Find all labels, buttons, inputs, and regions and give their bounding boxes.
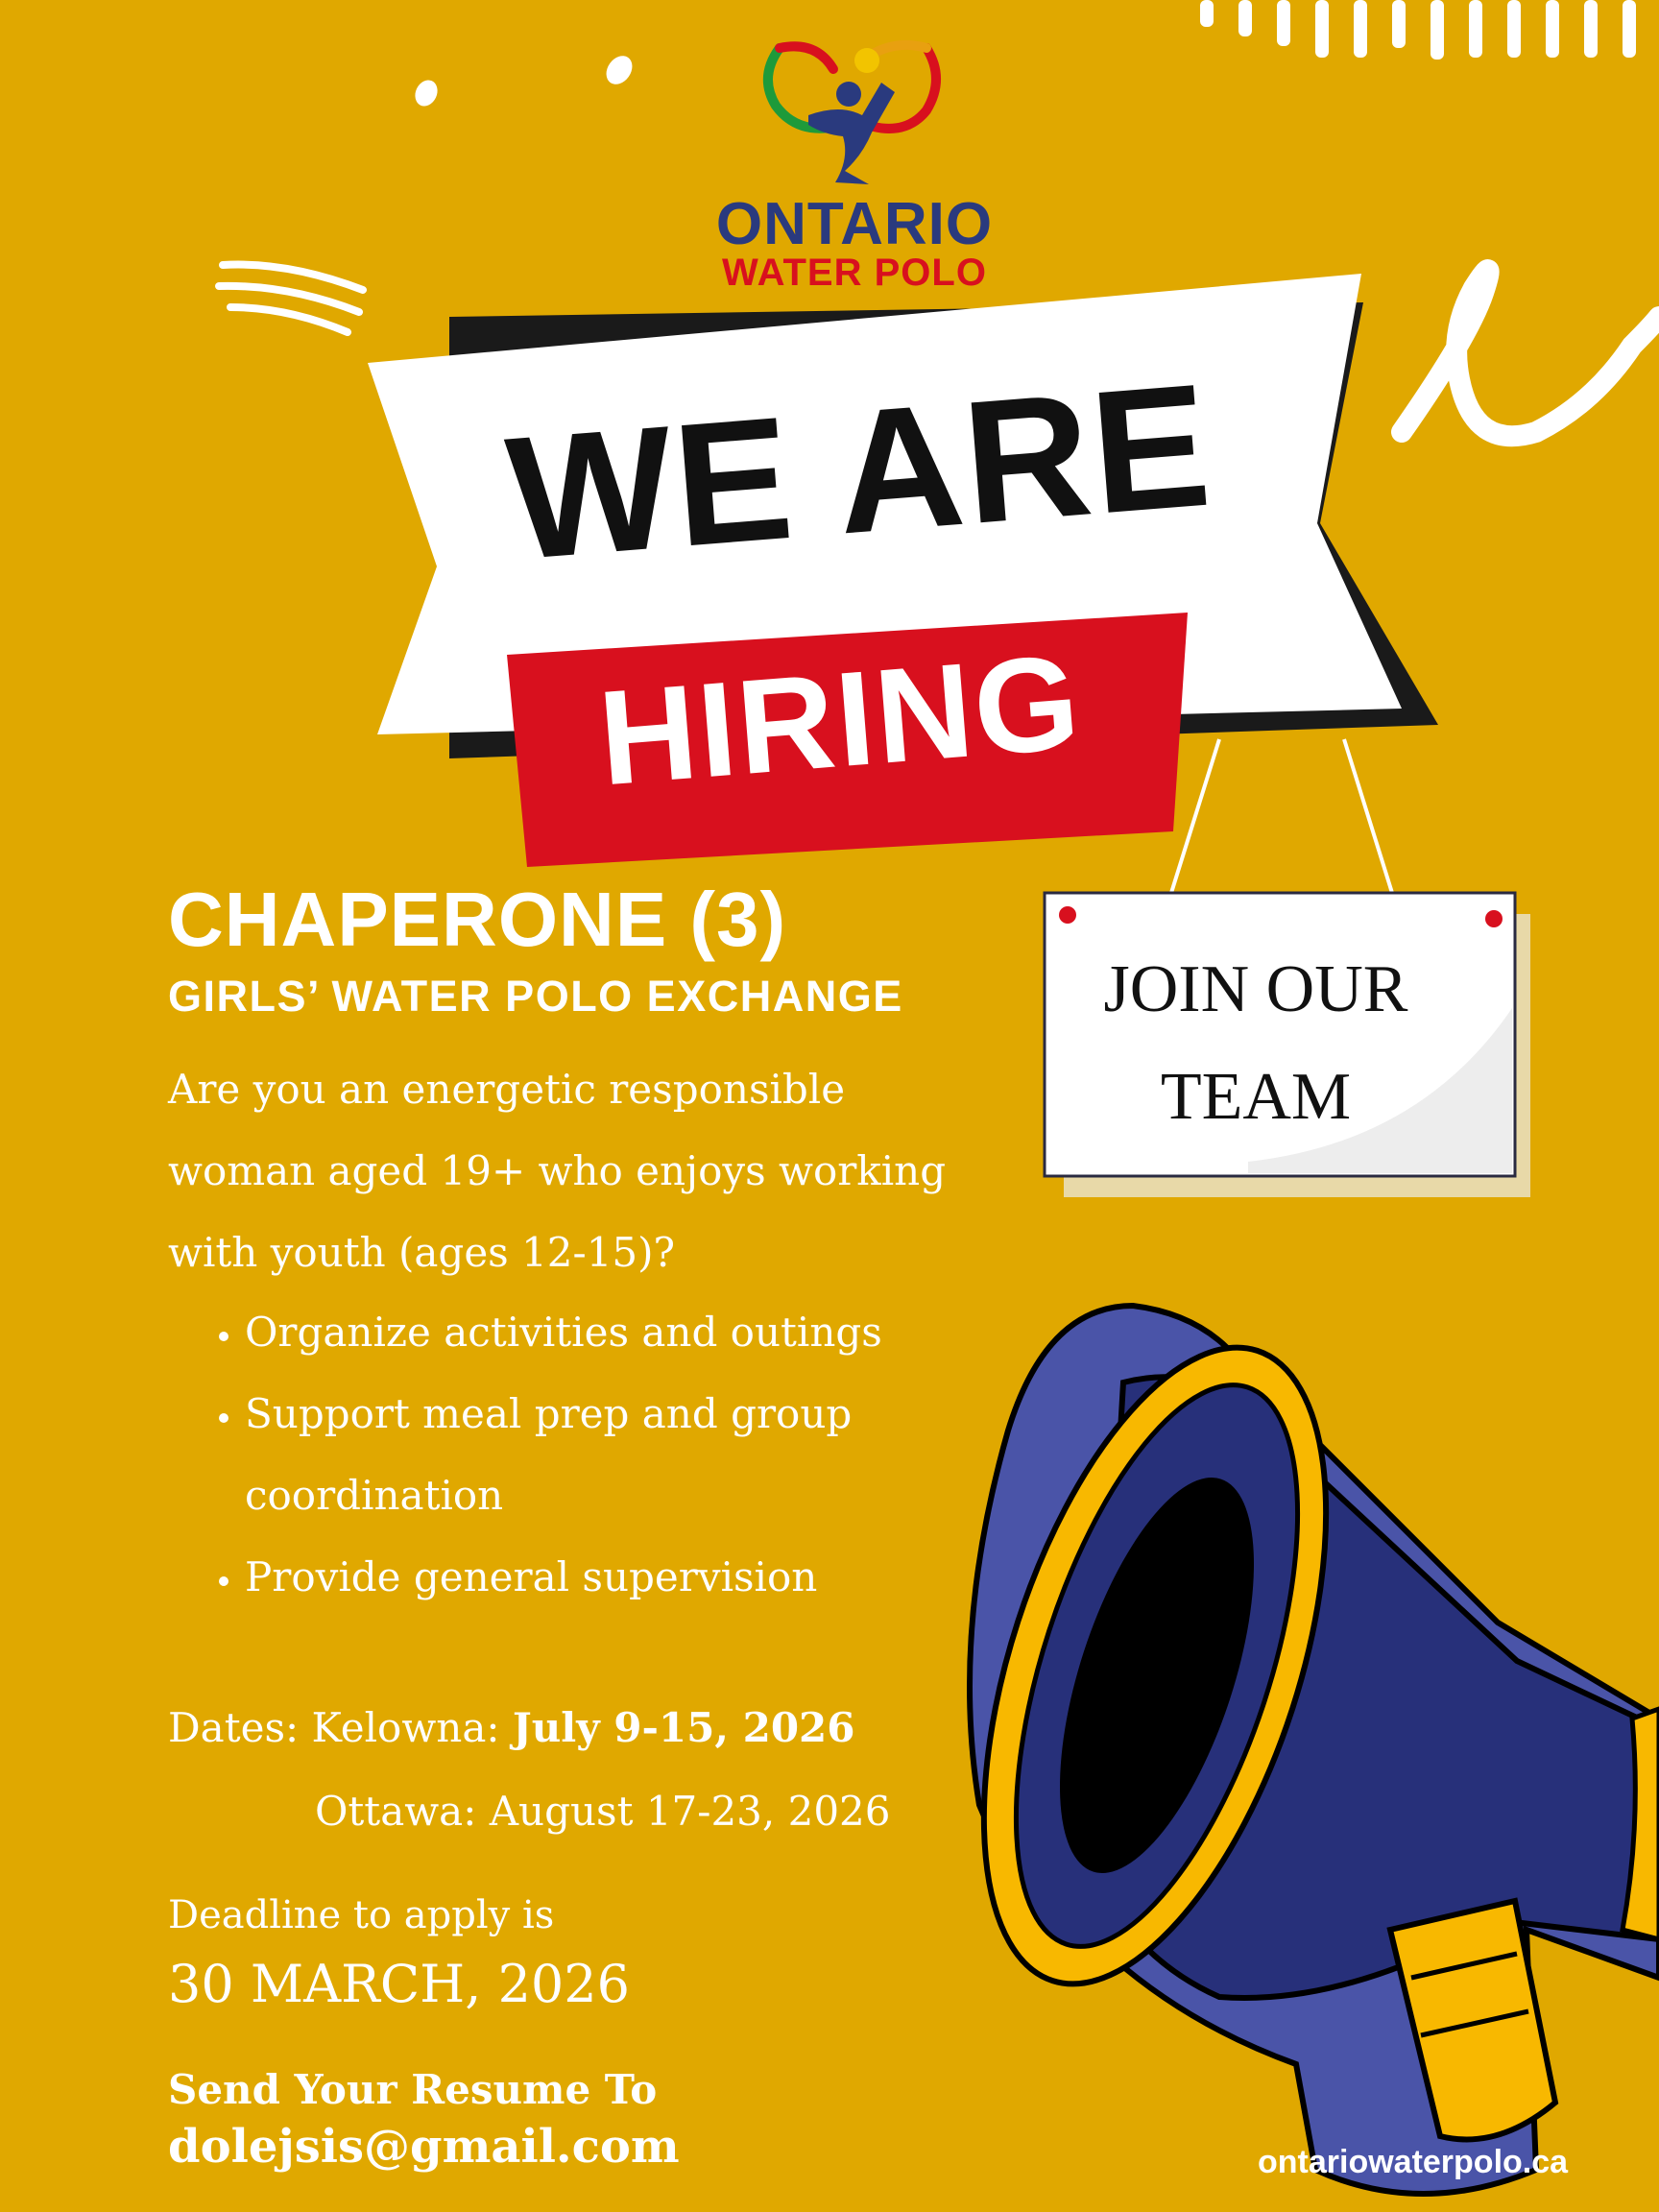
dates-kelowna xyxy=(168,1704,855,1751)
motion-lines-decoration xyxy=(219,265,363,332)
sign-line-1: JOIN OUR xyxy=(1103,952,1408,1026)
dates-kelowna-range: July 9-15, 2026 xyxy=(512,1704,855,1751)
headline-we-are: WE ARE xyxy=(500,346,1218,597)
resume-email-link[interactable]: dolejsis@gmail.com xyxy=(168,2120,680,2174)
job-intro: Are you an energetic responsible woman aged 19+ who enjoys working with youth (ages 12-15)? xyxy=(168,1066,947,1276)
dates-prefix: Dates: Kelowna: xyxy=(168,1704,513,1751)
join-team-sign-text xyxy=(1048,936,1463,1151)
dates-ottawa: Ottawa: August 17-23, 2026 xyxy=(315,1788,891,1835)
dash-decoration xyxy=(1200,0,1636,60)
swirl-decoration xyxy=(1402,270,1659,436)
logo-emblem xyxy=(768,45,936,184)
deadline-label: Deadline to apply is xyxy=(168,1893,555,1937)
sign-line-2: TEAM xyxy=(1160,1060,1352,1134)
duty-item: • Provide general supervision xyxy=(245,1536,1032,1618)
duty-item: • Support meal prep and group coordination xyxy=(245,1373,1032,1536)
job-subtitle: GIRLS’ WATER POLO EXCHANGE xyxy=(168,972,903,1021)
logo-wordmark-water-polo: WATER POLO xyxy=(722,252,987,294)
sign-pin-right xyxy=(1485,910,1503,927)
sign-strings xyxy=(1171,739,1392,893)
headline-hiring: HIRING xyxy=(593,625,1087,814)
website-link[interactable]: ontariowaterpolo.ca xyxy=(1258,2144,1569,2180)
drop-decoration xyxy=(411,51,637,109)
duties-list xyxy=(168,1291,1032,1618)
resume-label: Send Your Resume To xyxy=(168,2066,658,2113)
deadline-date: 30 MARCH, 2026 xyxy=(168,1954,630,2014)
duty-item: • Organize activities and outings xyxy=(245,1291,1032,1373)
sign-pin-left xyxy=(1059,906,1076,924)
logo-wordmark-ontario: ONTARIO xyxy=(715,191,994,257)
job-title: CHAPERONE (3) xyxy=(168,877,787,962)
